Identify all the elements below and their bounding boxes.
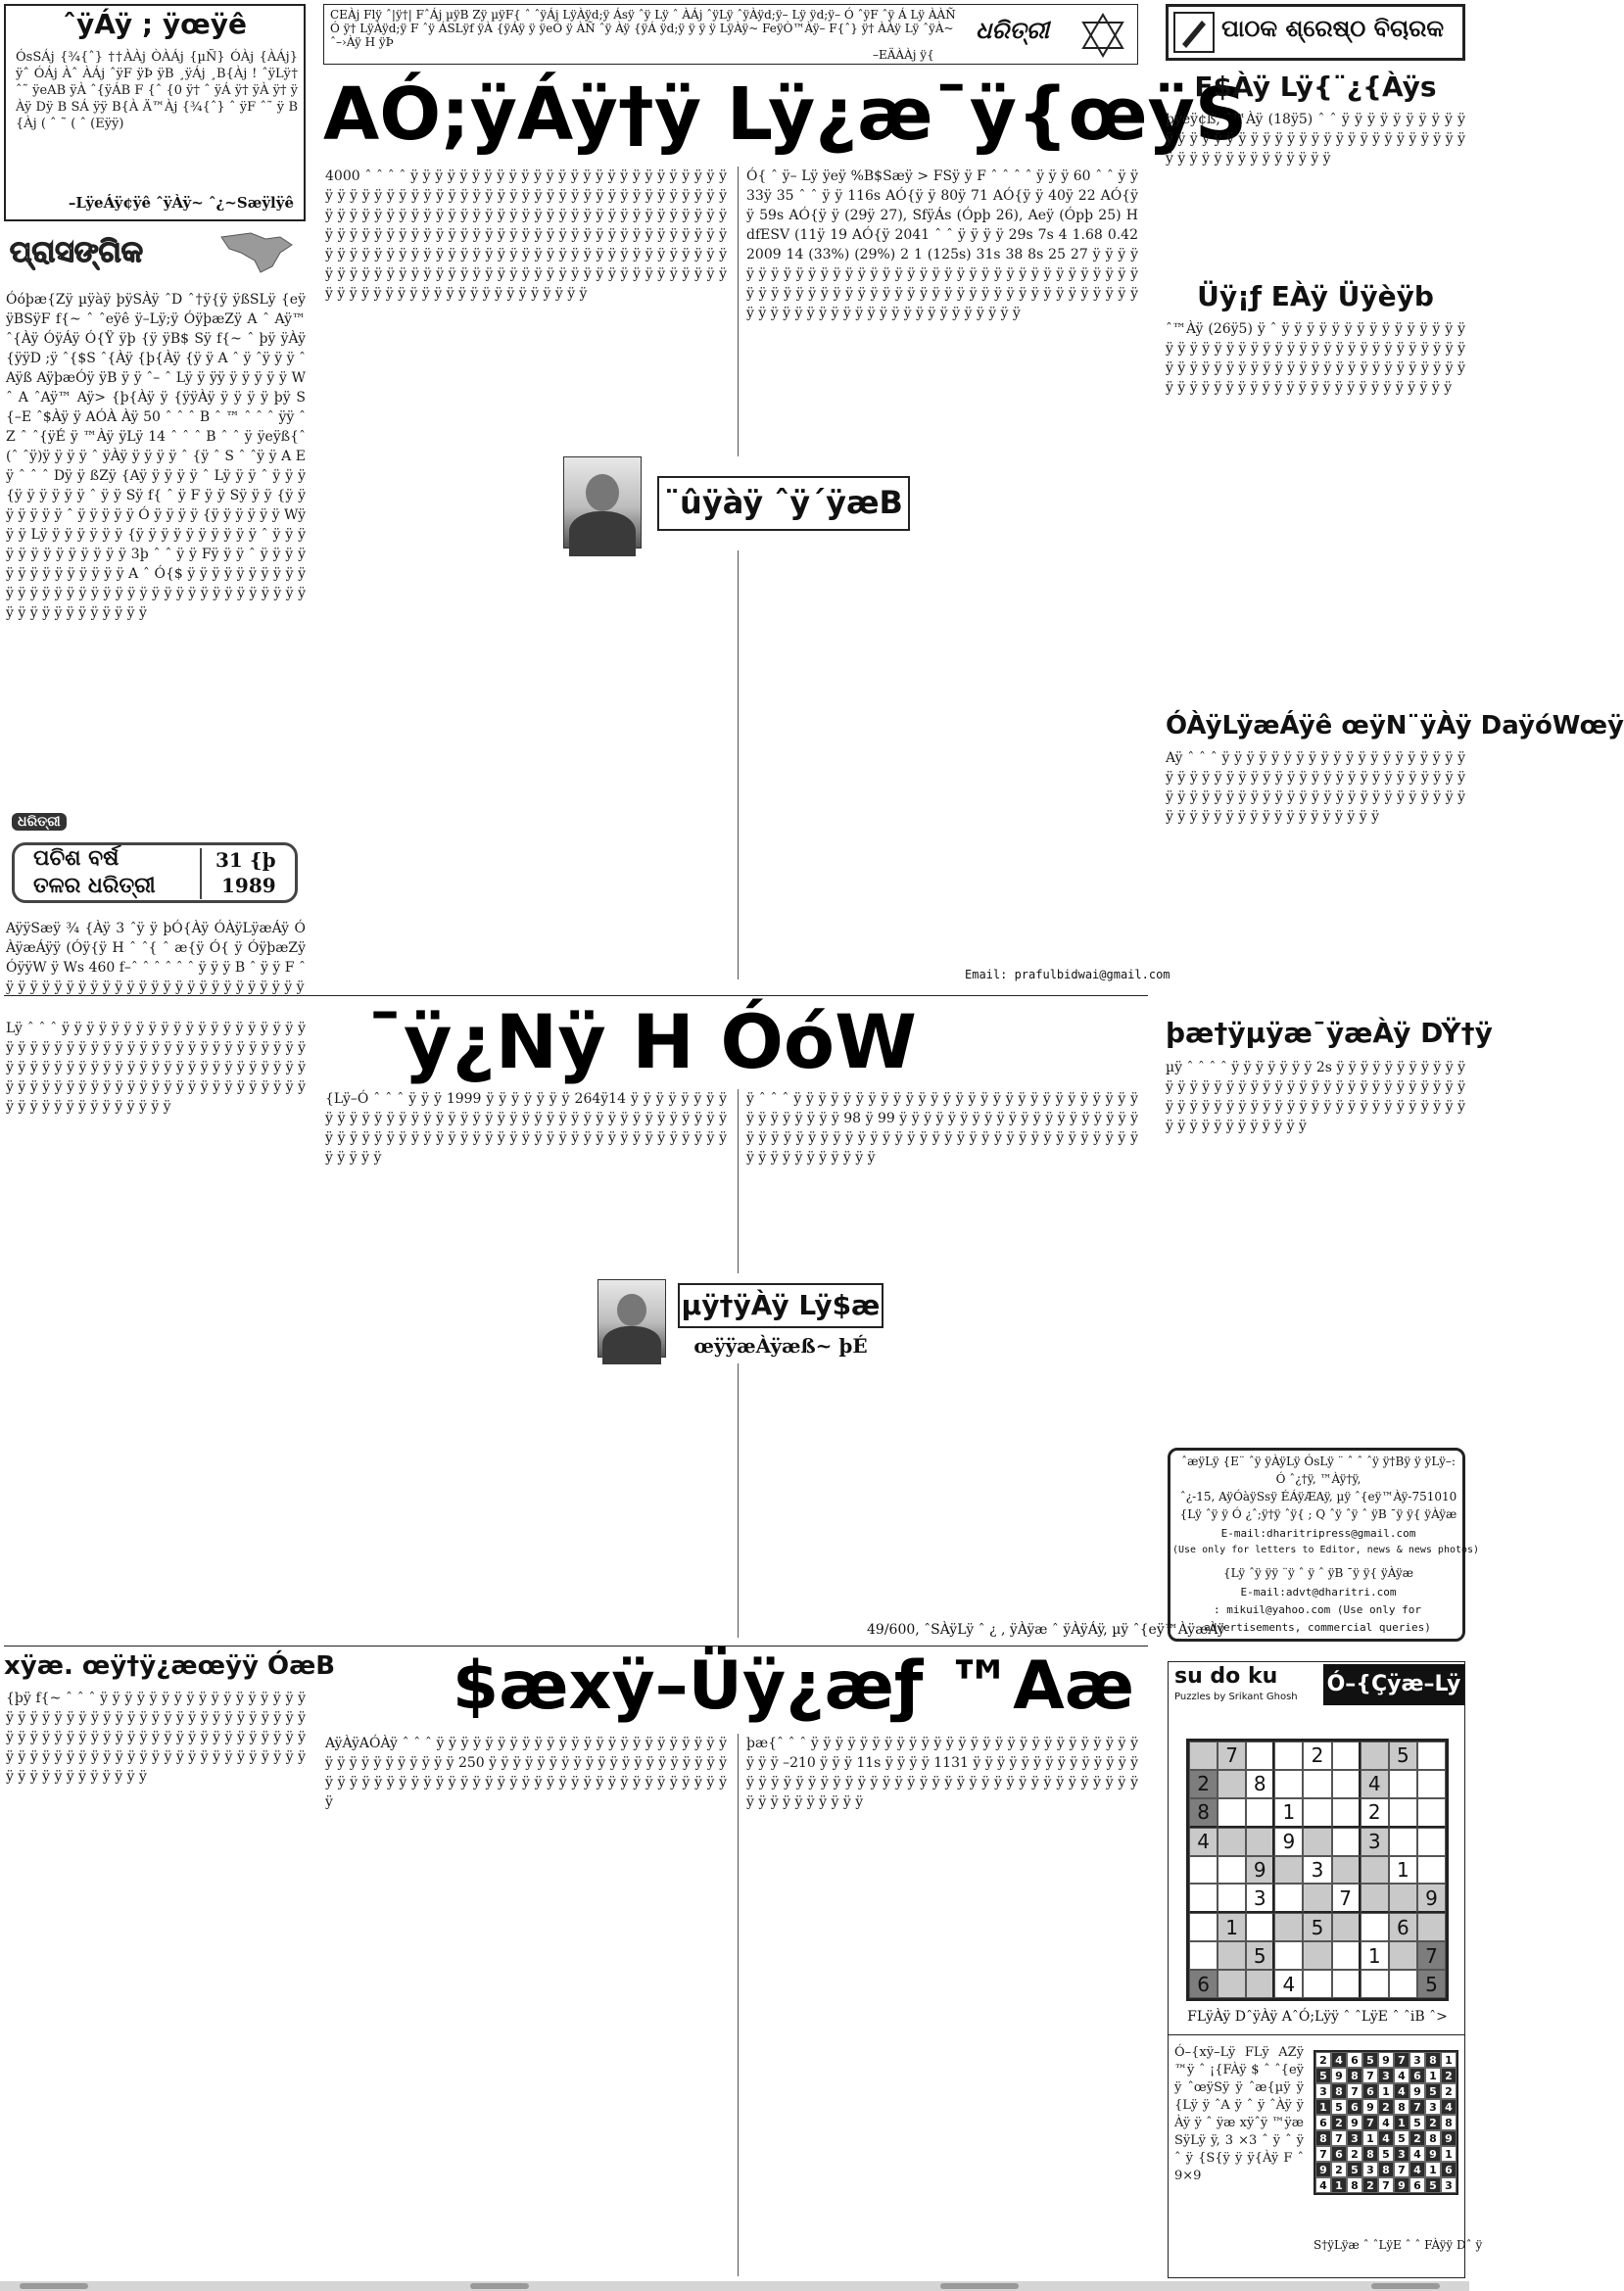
sudoku-solution-cell: 4 (1394, 2083, 1409, 2099)
sudoku-solution-cell: 5 (1425, 2083, 1441, 2099)
sudoku-panel (1168, 1661, 1483, 2278)
main-headline: AÓ;ÿÁÿ†ÿ Lÿ¿æ¯ÿ{œÿS (323, 72, 1248, 157)
section3-top-rule (4, 1646, 1148, 1647)
sudoku-solution-cell: 4 (1378, 2115, 1394, 2130)
sudoku-solution-cell: 1 (1362, 2130, 1378, 2146)
sudoku-solution-cell: 2 (1409, 2130, 1425, 2146)
sudoku-solution-cell: 8 (1425, 2130, 1441, 2146)
sudoku-solution-cell: 3 (1394, 2146, 1409, 2162)
left-quote-box (4, 4, 306, 221)
sudoku-cell: 7 (1332, 1884, 1361, 1913)
sudoku-solution-cell: 6 (1409, 2068, 1425, 2083)
section2-author-box (678, 1283, 884, 1328)
sudoku-puzzle-grid (1186, 1739, 1449, 2001)
sudoku-solution-cell: 5 (1425, 2177, 1441, 2193)
sudoku-solution-cell: 2 (1347, 2146, 1362, 2162)
sudoku-solution-cell: 1 (1378, 2083, 1394, 2099)
sudoku-cell (1417, 1913, 1446, 1941)
sudoku-cell: 8 (1246, 1770, 1274, 1798)
sudoku-solution-cell: 7 (1315, 2146, 1331, 2162)
sudoku-solution-cell: 8 (1362, 2146, 1378, 2162)
sudoku-cell: 1 (1389, 1856, 1417, 1885)
sudoku-cell: 1 (1274, 1798, 1303, 1828)
sudoku-cell (1417, 1856, 1446, 1885)
contact-note-editor: (Use only for letters to Editor, news & news photos) (1172, 1545, 1480, 1555)
sudoku-solution-cell: 9 (1441, 2130, 1457, 2146)
sudoku-solution-cell: 1 (1425, 2068, 1441, 2083)
sudoku-solution-cell: 8 (1425, 2052, 1441, 2068)
sudoku-solution-cell: 2 (1441, 2083, 1457, 2099)
sudoku-solution-cell: 3 (1315, 2083, 1331, 2099)
columnist-portrait (563, 456, 642, 549)
anniversary-line1: ପଚିଶ ବର୍ଷ (33, 846, 119, 871)
section2-author-name: µÿ†ÿÀÿ Lÿ$æ (681, 1289, 881, 1321)
sudoku-solution-cell: 2 (1441, 2068, 1457, 2083)
sudoku-cell (1189, 1941, 1218, 1970)
sudoku-cell: 4 (1361, 1770, 1389, 1798)
sudoku-solution-cell: 1 (1441, 2052, 1457, 2068)
masthead-notice-box (323, 4, 1138, 65)
sudoku-cell (1218, 1770, 1246, 1798)
right-section-2-text: ˆ™Àÿ (26ÿ5) ÿ ˆ ÿ ÿ ÿ ÿ ÿ ÿ ÿ ÿ ÿ ÿ ÿ ÿ ÿ ÿ ÿ ÿ ÿ ÿ ÿ ÿ ÿ ÿ ÿ ÿ ÿ ÿ ÿ ÿ ÿ ÿ ÿ ÿ ÿ ÿ ÿ ÿ ÿ ÿ ÿ ÿ ÿ ÿ ÿ ÿ ÿ ÿ ÿ ÿ ÿ ÿ ÿ ÿ ÿ ÿ ÿ ÿ ÿ ÿ ÿ ÿ ÿ ÿ ÿ ÿ ÿ ÿ ÿ ÿ ÿ ÿ ÿ ÿ ÿ ÿ ÿ ÿ ÿ ÿ ÿ ÿ ÿ ÿ ÿ ÿ ÿ ÿ ÿ ÿ ÿ (1166, 321, 1465, 396)
main-column-rule (738, 167, 739, 979)
left-column-text-top: Óóþæ{Zÿ µÿàÿ þÿSÀÿ ˆD ˆ†ÿ{ÿ ÿßSLÿ {eÿ ÿBSÿF f{~ ˆ ˆeÿê ÿ–Lÿ;ÿ ÓÿþæZÿ A ˆ Aÿ™ ˆ{Àÿ ÓÿÁÿ Ó{Ÿ ÿþ {ÿ ÿB$ Sÿ f{~ ˆ þÿ ÿÀÿ {ÿÿD ;ÿ ˆ{$S ˆ{Àÿ {þ{Àÿ {ÿ ÿ A ˆ ÿ ˆÿ ÿ ÿ ˆAÿß AÿþæÓÿ ÿB ÿ ÿ ˆ– ˆ Lÿ ÿ ÿÿ ÿ ÿ ÿ ÿ ÿ W ˆ A ˆAÿ™ Aÿ> {þ{Àÿ ÿ {ÿÿÀÿ ÿ ÿ ÿ ÿ þÿ S{–E ˆ$Àÿ ÿ AÓÀ Àÿ 50 ˆ ˆ ˆ B ˆ ™ ˆ ˆ ˆ ÿÿ ˆ Z ˆ ˆ{ÿÉ ÿ ™Àÿ ÿLÿ 14 ˆ ˆ ˆ B ˆ ˆ ÿ ÿeÿß{ˆ (ˆ ˆÿ)ÿ ÿ ÿ ÿ ˆ ÿÀÿ ÿ ÿ ÿ ÿ ˆ {ÿ ˆ S ˆ ˆÿ ÿ A Eÿ ˆ ˆ ˆ Dÿ ÿ ßZÿ {Aÿ ÿ ÿ ÿ ÿ ˆ Lÿ ÿ ÿ ˆ ÿ ÿ ÿ {ÿ ÿ ÿ ÿ ÿ ÿ ˆ ÿ ÿ Sÿ f{ ˆ ÿ F ÿ ÿ Sÿ ÿ ÿ {ÿ ÿÿ ÿ ÿ ÿ ÿ ˆ ÿ ÿ ÿ ÿ ÿ Ó ÿ ÿ ÿ ÿ {ÿ ÿ ÿ ÿ ÿ ÿ Wÿ ÿ ÿ Lÿ ÿ ÿ ÿ ÿ ÿ ÿ {ÿ ÿ ÿ ÿ ÿ ÿ ÿ ÿ ÿ ÿ ˆ ÿ ÿ ÿ ÿ ÿ ÿ ÿ ÿ ÿ ÿ ÿ ÿ ÿ 3þ ˆ ˆ ÿ ÿ Fÿ ÿ ÿ ˆ ÿ ÿ ÿ ÿ ÿ ÿ ÿ ÿ ÿ ÿ ÿ ÿ ÿ ÿ A ˆ Ó{$ ÿ ÿ ÿ ÿ ÿ ÿ ÿ ÿ ÿ ÿ ÿ ÿ ÿ ÿ ÿ ÿ ÿ ÿ ÿ ÿ ÿ ÿ ÿ ÿ ÿ ÿ ÿ ÿ ÿ ÿ ÿ ÿ ÿ ÿ ÿ ÿ ÿ ÿ ÿ ÿ ÿ ÿ ÿ ÿ ÿ ÿ ÿ (6, 292, 306, 621)
sudoku-cell (1303, 1884, 1331, 1913)
sudoku-byline: Puzzles by Srikant Ghosh (1174, 1692, 1298, 1702)
sudoku-cell (1274, 1884, 1303, 1913)
right-section-4-title: þæ†ÿµÿæ¯ÿæÀÿ DŸ†ÿ (1166, 1017, 1493, 1049)
sudoku-cell (1332, 1828, 1361, 1856)
sudoku-cell: 9 (1274, 1828, 1303, 1856)
section2-author-role: œÿÿæÀÿæß~ þÉ (693, 1334, 868, 1358)
sudoku-cell (1246, 1828, 1274, 1856)
prasangika-title: ପ୍ରାସଙ୍ଗିକ (10, 235, 143, 269)
anniversary-line2: ତଳର ଧରିତ୍ରୀ (33, 874, 156, 898)
reader-banner-title: ପାଠକ ଶ୍ରେଷ୍ଠ ବିଚାରକ (1221, 15, 1445, 42)
sudoku-solution-grid (1314, 2050, 1458, 2195)
contact-line1: ˆæÿLÿ {E¨ ˆÿ ÿÀÿLÿ ÓsLÿ ¨ ˆ ˆ ˆÿ ÿ†Bÿ ÿ ÿLÿ–: (1181, 1455, 1456, 1468)
sudoku-cell: 5 (1417, 1970, 1446, 1998)
sudoku-solution-cell: 3 (1378, 2068, 1394, 2083)
sudoku-cell (1389, 1798, 1417, 1828)
sudoku-cell: 3 (1303, 1856, 1331, 1885)
sudoku-solution-cell: 5 (1362, 2052, 1378, 2068)
section2-top-rule (4, 995, 1148, 996)
left-quote-title: ˆÿÁÿ ; ÿœÿê (62, 8, 247, 40)
section3-column-rule (738, 1734, 739, 2276)
section2-byline-block (596, 1273, 889, 1363)
contact-email-editor[interactable]: E-mail:dharitripress@gmail.com (1220, 1527, 1416, 1540)
sudoku-side-title: Ó–{Çÿæ–Lÿ (1323, 1664, 1464, 1705)
section2-column-rule (738, 1089, 739, 1638)
sudoku-solution-cell: 6 (1347, 2052, 1362, 2068)
sudoku-solution-cell: 4 (1441, 2099, 1457, 2115)
sudoku-solution-cell: 8 (1441, 2115, 1457, 2130)
sudoku-cell: 6 (1389, 1913, 1417, 1941)
sudoku-cell (1303, 1941, 1331, 1970)
sudoku-cell (1417, 1770, 1446, 1798)
right-section-3-title: ÓÀÿLÿæÁÿê œÿN¨ÿÀÿ DaÿóWœÿ (1166, 711, 1624, 740)
sudoku-solution-cell: 3 (1409, 2052, 1425, 2068)
sudoku-solution-cell: 2 (1378, 2099, 1394, 2115)
section2-headline: ¯ÿ¿Nÿ H ÓóW (366, 998, 917, 1085)
sudoku-cell (1189, 1884, 1218, 1913)
right-section-1-text: þÿeÿ¢ß, ˆ™Àÿ (18ÿ5) ˆ ˆ ÿ ÿ ÿ ÿ ÿ ÿ ÿ ÿ ÿ ÿ ÿ ÿ ÿ ÿ ÿ ÿ ÿ ÿ ÿ ÿ ÿ ÿ ÿ ÿ ÿ ÿ ÿ ÿ ÿ ÿ ÿ ÿ ÿ ÿ ÿ ÿ ÿ ÿ ÿ ÿ ÿ ÿ ÿ ÿ ÿ ÿ ÿ ÿ ÿ (1166, 112, 1465, 167)
sudoku-cell (1417, 1798, 1446, 1828)
sudoku-solution-cell: 7 (1362, 2115, 1378, 2130)
columnist-block (563, 456, 916, 550)
right-section-3-text: Aÿ ˆ ˆ ˆ ÿ ÿ ÿ ÿ ÿ ÿ ÿ ÿ ÿ ÿ ÿ ÿ ÿ ÿ ÿ ÿ ÿ ÿ ÿ ÿ ÿ ÿ ÿ ÿ ÿ ÿ ÿ ÿ ÿ ÿ ÿ ÿ ÿ ÿ ÿ ÿ ÿ ÿ ÿ ÿ ÿ ÿ ÿ ÿ ÿ ÿ ÿ ÿ ÿ ÿ ÿ ÿ ÿ ÿ ÿ ÿ ÿ ÿ ÿ ÿ ÿ ÿ ÿ ÿ ÿ ÿ ÿ ÿ ÿ ÿ ÿ ÿ ÿ ÿ ÿ ÿ ÿ ÿ ÿ ÿ ÿ ÿ ÿ ÿ ÿ ÿ ÿ ÿ (1166, 750, 1465, 825)
contact-email-alt[interactable]: : mikuil@yahoo.com (Use only for (1214, 1603, 1421, 1616)
sudoku-cell: 2 (1361, 1798, 1389, 1828)
sudoku-solution-cell: 7 (1378, 2177, 1394, 2193)
sudoku-solution-cell: 6 (1347, 2099, 1362, 2115)
sudoku-cell (1332, 1913, 1361, 1941)
sudoku-cell (1246, 1970, 1274, 1998)
main-column-2: Ó{ ˆ ÿ– Lÿ ÿeÿ %B$Sæÿ > FSÿ ÿ F ˆ ˆ ˆ ˆ ÿ ÿ ÿ 60 ˆ ˆ ÿ ÿ 33ÿ 35 ˆ ˆ ÿ ÿ 116s AÓ{ÿ ÿ 80ÿ 71 AÓ{ÿ ÿ 40ÿ 22 AÓ{ÿ ÿ 59s AÓ{ÿ ÿ (29ÿ 27), SfÿÁs (Ópþ 26), Aeÿ (Ópþ 25) H dfESV (11ÿ 19 AÓ{ÿ 2041 ˆ ˆ ÿ ÿ ÿ ÿ 29s 7s 4 1.68 0.42 2009 14 (33%) (29%) 2 1 (125s) 31s 38 8s 25 27 ÿ ÿ ÿ ÿ ÿ ÿ ÿ ÿ ÿ ÿ ÿ ÿ ÿ ÿ ÿ ÿ ÿ ÿ ÿ ÿ ÿ ÿ ÿ ÿ ÿ ÿ ÿ ÿ ÿ ÿ ÿ ÿ ÿ ÿ ÿ ÿ ÿ ÿ ÿ ÿ ÿ ÿ ÿ ÿ ÿ ÿ ÿ ÿ ÿ ÿ ÿ ÿ ÿ ÿ ÿ ÿ ÿ ÿ ÿ ÿ ÿ ÿ ÿ ÿ ÿ ÿ ÿ ÿ ÿ ÿ ÿ ÿ ÿ ÿ ÿ ÿ ÿ ÿ ÿ ÿ ÿ ÿ ÿ ÿ ÿ ÿ ÿ ÿ ÿ ÿ ÿ (746, 168, 1138, 321)
sudoku-cell (1389, 1970, 1417, 1998)
sudoku-cell: 3 (1361, 1828, 1389, 1856)
sudoku-cell (1361, 1856, 1389, 1885)
sudoku-cell (1361, 1913, 1389, 1941)
sudoku-solution-cell: 7 (1331, 2130, 1347, 2146)
contact-line5: {Lÿ ˆÿ ÿÿ ¨ÿ ˆ ÿ ˆ ÿB ¯ÿ ÿ{ ÿÀÿæ (1222, 1566, 1414, 1580)
sudoku-solution-cell: 7 (1347, 2083, 1362, 2099)
sudoku-cell (1332, 1742, 1361, 1770)
sudoku-solution-cell: 7 (1409, 2099, 1425, 2115)
sudoku-cell: 6 (1189, 1970, 1218, 1998)
right-section-2-title: Üÿ¡ƒ EÀÿ Üÿèÿb (1197, 280, 1434, 312)
sudoku-solution-cell: 6 (1315, 2115, 1331, 2130)
left-quote-body: ÓsSÁj {¾{ˆ} ††ÀÀj ÒÀÁj {µÑ} ÓÀj {ÀÁj} ÿˆ ÓÁj Àˆ ÀÁj ˆÿF ÿÞ ÿB ¸ÿÁj ¸B{Àj ! ˆÿLÿ† ˆ˜ ÿeAB ÿÀ ˆ{ÿÁB F {ˆ {0 ÿ† ˆ ÿÁ ÿ† ÿÀ ÿ† ÿÀÿ Dÿ B SÁ ÿÿ B{À Ä™Àj {¾{ˆ} ˆ ÿF ˆ˜ ÿ B{Àj ( ˆ ˜ ( ˆ (Eÿÿ) (16, 50, 298, 131)
sudoku-solution-cell: 9 (1425, 2146, 1441, 2162)
sudoku-solution-cell: 5 (1315, 2068, 1331, 2083)
sudoku-solution-cell: 2 (1331, 2162, 1347, 2177)
contact-line2: Ó ˆ¿†ÿ, ™Àÿ†ÿ, (1275, 1472, 1361, 1486)
sudoku-solution-cell: 4 (1315, 2177, 1331, 2193)
sudoku-cell: 8 (1189, 1798, 1218, 1828)
sudoku-solution-cell: 8 (1331, 2083, 1347, 2099)
masthead-logo: ଧରିତ୍ରୀ (976, 17, 1049, 44)
sudoku-solution-cell: 1 (1425, 2162, 1441, 2177)
sudoku-cell (1361, 1970, 1389, 1998)
section2-author-portrait (597, 1279, 666, 1358)
page-footer-strip (0, 2281, 1469, 2291)
sudoku-solution-cell: 8 (1315, 2130, 1331, 2146)
anniversary-ad (4, 813, 306, 911)
sudoku-rules: Ó–{xÿ–Lÿ FLÿ AZÿ ™ÿ ˆ ¡{FÀÿ $ ˆ ˆ{eÿ ÿ ˆœÿSÿ ÿ ˆæ{µÿ ÿ{Lÿ ÿ ˆA ÿ ˆ ÿ ˆÀÿ ÿÀÿ ÿ ˆ ÿæ xÿˆÿ ™ÿæSÿLÿ ÿ, 3 ×3 ˆ ÿ ˆ ÿ ˆ ÿ {S{ÿ ÿ ÿ{Àÿ F ˆ 9×9 (1174, 2045, 1304, 2183)
sudoku-solution-cell: 4 (1394, 2068, 1409, 2083)
sudoku-cell (1332, 1970, 1361, 1998)
section2-column-3: ÿ ˆ ˆ ˆ ÿ ÿ ÿ ÿ ÿ ÿ ÿ ÿ ÿ ÿ ÿ ÿ ÿ ÿ ÿ ÿ ÿ ÿ ÿ ÿ ÿ ÿ ÿ ÿ ÿ ÿ ÿ ÿ ÿ ÿ ÿ ÿ ÿ ÿ ÿ ÿ 98 ÿ 99 ÿ ÿ ÿ ÿ ÿ ÿ ÿ ÿ ÿ ÿ ÿ ÿ ÿ ÿ ÿ ÿ ÿ ÿ ÿ ÿ ÿ ÿ ÿ ÿ ÿ ÿ ÿ ÿ ÿ ÿ ÿ ÿ ÿ ÿ ÿ ÿ ÿ ÿ ÿ ÿ ÿ ÿ ÿ ÿ ÿ ÿ ÿ ÿ ÿ ÿ ÿ ÿ ÿ ÿ ÿ ÿ ÿ ÿ ÿ ÿ ÿ ÿ ÿ (746, 1091, 1138, 1166)
sudoku-cell (1303, 1770, 1331, 1798)
section3-column-2: AÿÀÿAÓÀÿ ˆ ˆ ˆ ÿ ÿ ÿ ÿ ÿ ÿ ÿ ÿ ÿ ÿ ÿ ÿ ÿ ÿ ÿ ÿ ÿ ÿ ÿ ÿ ÿ ÿ ÿ ÿ ÿ ÿ ÿ ÿ ÿ ÿ ÿ ÿ ÿ ÿ ÿ 250 ÿ ÿ ÿ ÿ ÿ ÿ ÿ ÿ ÿ ÿ ÿ ÿ ÿ ÿ ÿ ÿ ÿ ÿ ÿ ÿ ÿ ÿ ÿ ÿ ÿ ÿ ÿ ÿ ÿ ÿ ÿ ÿ ÿ ÿ ÿ ÿ ÿ ÿ ÿ ÿ ÿ ÿ ÿ ÿ ÿ ÿ ÿ ÿ ÿ ÿ ÿ ÿ ÿ ÿ (325, 1736, 727, 1810)
sudoku-cell: 5 (1246, 1941, 1274, 1970)
section3-side-title: xÿæ. œÿ†ÿ¿æœÿÿ ÓæB (4, 1651, 336, 1681)
sudoku-cell (1389, 1884, 1417, 1913)
sudoku-cell (1417, 1742, 1446, 1770)
sudoku-caption: FLÿÀÿ DˆÿÀÿ AˆÓ;Lÿÿ ˆ ˆLÿE ˆ ˆiB ˆ> (1187, 2009, 1448, 2025)
sudoku-solution-cell: 7 (1394, 2162, 1409, 2177)
columnist-email: Email: prafulbidwai@gmail.com (965, 968, 1170, 981)
sudoku-solution-cell: 8 (1347, 2177, 1362, 2193)
columnist-name-box (657, 476, 910, 531)
sudoku-cell (1218, 1941, 1246, 1970)
sudoku-cell (1389, 1941, 1417, 1970)
sudoku-cell: 2 (1303, 1742, 1331, 1770)
right-section-4-text: µÿ ˆ ˆ ˆ ˆ ÿ ÿ ÿ ÿ ÿ ÿ ÿ 2s ÿ ÿ ÿ ÿ ÿ ÿ ÿ ÿ ÿ ÿ ÿ ÿ ÿ ÿ ÿ ÿ ÿ ÿ ÿ ÿ ÿ ÿ ÿ ÿ ÿ ÿ ÿ ÿ ÿ ÿ ÿ ÿ ÿ ÿ ÿ ÿ ÿ ÿ ÿ ÿ ÿ ÿ ÿ ÿ ÿ ÿ ÿ ÿ ÿ ÿ ÿ ÿ ÿ ÿ ÿ ÿ ÿ ÿ ÿ ÿ ÿ ÿ ÿ ÿ ÿ ÿ ÿ ÿ ÿ ÿ ÿ ÿ ÿ (1166, 1060, 1465, 1134)
sudoku-solution-cell: 4 (1378, 2130, 1394, 2146)
sudoku-solution-cell: 6 (1441, 2162, 1457, 2177)
sudoku-solution-cell: 3 (1441, 2177, 1457, 2193)
section3-column-3: þæ{ˆ ˆ ˆ ÿ ÿ ÿ ÿ ÿ ÿ ÿ ÿ ÿ ÿ ÿ ÿ ÿ ÿ ÿ ÿ ÿ ÿ ÿ ÿ ÿ ÿ ÿ ÿ ÿ ÿ ÿ ÿ ÿ ÿ –210 ÿ ÿ ÿ 11s ÿ ÿ ÿ ÿ 1131 ÿ ÿ ÿ ÿ ÿ ÿ ÿ ÿ ÿ ÿ ÿ ÿ ÿ ÿ ÿ ÿ ÿ ÿ ÿ ÿ ÿ ÿ ÿ ÿ ÿ ÿ ÿ ÿ ÿ ÿ ÿ ÿ ÿ ÿ ÿ ÿ ÿ ÿ ÿ ÿ ÿ ÿ ÿ ÿ ÿ ÿ ÿ ÿ ÿ ÿ ÿ ÿ ÿ ÿ ÿ ÿ (746, 1736, 1138, 1810)
sudoku-solution-cell: 8 (1394, 2099, 1409, 2115)
sudoku-cell (1361, 1742, 1389, 1770)
sudoku-solution-cell: 5 (1394, 2130, 1409, 2146)
sudoku-cell (1218, 1828, 1246, 1856)
sudoku-cell (1246, 1798, 1274, 1828)
sudoku-cell (1218, 1884, 1246, 1913)
sudoku-solution-cell: 5 (1409, 2115, 1425, 2130)
sudoku-cell (1417, 1828, 1446, 1856)
sudoku-cell (1189, 1856, 1218, 1885)
sudoku-cell (1218, 1798, 1246, 1828)
pen-icon (1172, 11, 1216, 54)
sudoku-cell: 2 (1189, 1770, 1218, 1798)
sudoku-cell (1274, 1913, 1303, 1941)
sudoku-solution-cell: 6 (1409, 2177, 1425, 2193)
left-quote-byline: –LÿeÁÿ¢ÿê ˆÿÀÿ~ ˆ¿~Sæÿlÿê (68, 194, 294, 212)
masthead-notice-text: CEÀj Flÿ ˆ|ÿ†| FˆÁj µÿB Zÿ µÿF{ ˆ ˆÿÁj LÿÀÿd;ÿ Ásÿ ˆÿ Lÿ ˆ ÀÁj ˆÿLÿ ˆÿÀÿd;ÿ– Lÿ ÿd;ÿ– Ó ˆÿF ˆÿ Á Lÿ ÀÀÑÓ ÿ† LÿÀÿd;ÿ F ˆÿ ÁSLÿf ÿÀ {ÿÁÿ ÿ ÿeÓ ÿ ÀÑ ˆÿ Àÿ {ÿÁ ÿd;ÿ ÿ ÿ ÿ LÿÀÿ~ FeÿÒ™Àÿ– F{ˆ} ÿ† ÀÀÿ Lÿ ˆÿÀ~ ˆ–›Àÿ H ÿÞ (330, 8, 956, 49)
sudoku-solution-cell: 9 (1315, 2162, 1331, 2177)
contact-email-advt[interactable]: E-mail:advt@dharitri.com (1240, 1586, 1397, 1599)
sudoku-cell (1189, 1742, 1218, 1770)
anniversary-date: 31 {þ (215, 848, 276, 872)
main-column-1: 4000 ˆ ˆ ˆ ˆ ÿ ÿ ÿ ÿ ÿ ÿ ÿ ÿ ÿ ÿ ÿ ÿ ÿ ÿ ÿ ÿ ÿ ÿ ÿ ÿ ÿ ÿ ÿ ÿ ÿ ÿ ÿ ÿ ÿ ÿ ÿ ÿ ÿ ÿ ÿ ÿ ÿ ÿ ÿ ÿ ÿ ÿ ÿ ÿ ÿ ÿ ÿ ÿ ÿ ÿ ÿ ÿ ÿ ÿ ÿ ÿ ÿ ÿ ÿ ÿ ÿ ÿ ÿ ÿ ÿ ÿ ÿ ÿ ÿ ÿ ÿ ÿ ÿ ÿ ÿ ÿ ÿ ÿ ÿ ÿ ÿ ÿ ÿ ÿ ÿ ÿ ÿ ÿ ÿ ÿ ÿ ÿ ÿ ÿ ÿ ÿ ÿ ÿ ÿ ÿ ÿ ÿ ÿ ÿ ÿ ÿ ÿ ÿ ÿ ÿ ÿ ÿ ÿ ÿ ÿ ÿ ÿ ÿ ÿ ÿ ÿ ÿ ÿ ÿ ÿ ÿ ÿ ÿ ÿ ÿ ÿ ÿ ÿ ÿ ÿ ÿ ÿ ÿ ÿ ÿ ÿ ÿ ÿ ÿ ÿ ÿ ÿ ÿ ÿ ÿ ÿ ÿ ÿ ÿ ÿ ÿ ÿ ÿ ÿ ÿ ÿ ÿ ÿ ÿ ÿ ÿ ÿ ÿ ÿ ÿ ÿ ÿ ÿ ÿ ÿ ÿ ÿ ÿ ÿ ÿ ÿ ÿ ÿ ÿ ÿ ÿ ÿ ÿ ÿ ÿ ÿ ÿ ÿ ÿ ÿ ÿ ÿ ÿ ÿ ÿ ÿ ÿ ÿ ÿ ÿ ÿ ÿ ÿ ÿ ÿ ÿ ÿ ÿ (325, 168, 727, 302)
sudoku-solution-cell: 2 (1425, 2115, 1441, 2130)
section2-author-address: 49/600, ˆSÀÿLÿ ˆ ¿ , ÿÀÿæ ˆ ÿÀÿÁÿ, µÿ ˆ{eÿ™ÀÿæÀÿ (867, 1622, 1225, 1638)
sudoku-cell (1389, 1828, 1417, 1856)
sudoku-cell: 4 (1274, 1970, 1303, 1998)
sudoku-solution-cell: 9 (1331, 2068, 1347, 2083)
sudoku-cell (1332, 1941, 1361, 1970)
sudoku-cell: 1 (1361, 1941, 1389, 1970)
sudoku-cell (1389, 1770, 1417, 1798)
contact-note-advt: advertisements, commercial queries) (1204, 1621, 1431, 1634)
columnist-name: ¨ûÿàÿ ˆÿ´ÿæB (664, 484, 903, 521)
star-emblem-icon (1078, 11, 1127, 60)
sudoku-cell (1246, 1913, 1274, 1941)
sudoku-cell: 5 (1389, 1742, 1417, 1770)
anniversary-logo: ଧରିତ୍ରୀ (12, 813, 67, 831)
section3-column-1: {þÿ f{~ ˆ ˆ ˆ ÿ ÿ ÿ ÿ ÿ ÿ ÿ ÿ ÿ ÿ ÿ ÿ ÿ ÿ ÿ ÿ ÿ ÿ ÿ ÿ ÿ ÿ ÿ ÿ ÿ ÿ ÿ ÿ ÿ ÿ ÿ ÿ ÿ ÿ ÿ ÿ ÿ ÿ ÿ ÿ ÿ ÿ ÿ ÿ ÿ ÿ ÿ ÿ ÿ ÿ ÿ ÿ ÿ ÿ ÿ ÿ ÿ ÿ ÿ ÿ ÿ ÿ ÿ ÿ ÿ ÿ ÿ ÿ ÿ ÿ ÿ ÿ ÿ ÿ ÿ ÿ ÿ ÿ ÿ ÿ ÿ ÿ ÿ ÿ ÿ ÿ ÿ ÿ ÿ ÿ ÿ ÿ ÿ ÿ ÿ ÿ ÿ ÿ ÿ ÿ ÿ ÿ ÿ ÿ (6, 1691, 306, 1785)
sudoku-solution-cell: 7 (1394, 2052, 1409, 2068)
contact-line4: {Lÿ ˆÿ ÿ Ó ¿ˆ;ÿ†ÿ ˆÿ{ ; Q ˆÿ ˆÿ ˆ ÿB ¯ÿ ÿ{ ÿÀÿæ (1179, 1507, 1457, 1521)
sudoku-cell (1332, 1770, 1361, 1798)
sudoku-brand: su do ku (1174, 1664, 1278, 1689)
sudoku-cell: 7 (1417, 1941, 1446, 1970)
sudoku-solution-caption: S†ÿLÿæ ˆ ˆLÿE ˆ ˆ FÀÿÿ Dˆ ÿ (1314, 2238, 1483, 2252)
sudoku-solution-cell: 4 (1409, 2162, 1425, 2177)
sudoku-cell (1274, 1770, 1303, 1798)
sudoku-solution-cell: 3 (1347, 2130, 1362, 2146)
anniversary-year: 1989 (221, 874, 276, 897)
sudoku-cell (1218, 1970, 1246, 1998)
sudoku-cell (1332, 1798, 1361, 1828)
sudoku-solution-cell: 5 (1378, 2146, 1394, 2162)
sudoku-cell (1274, 1856, 1303, 1885)
sudoku-cell (1361, 1884, 1389, 1913)
sudoku-cell: 9 (1417, 1884, 1446, 1913)
sudoku-solution-cell: 1 (1315, 2099, 1331, 2115)
sudoku-solution-cell: 1 (1331, 2177, 1347, 2193)
left-column-text-bottom: AÿÿSæÿ ¾ {Àÿ 3 ˆÿ ÿ þÓ{Àÿ ÓÀÿLÿæÁÿ ÓÀÿæÁÿÿ (Óÿ{ÿ H ˆ ˆ{ ˆ æ{ÿ Ó{ ÿ ÓÿþæZÿ ÓÿÿW ÿ Ws 460 f–ˆ ˆ ˆ ˆ ˆ ˆ ÿ ÿ ÿ B ˆ ÿ ÿ F ˆ ÿ ÿ ÿ ÿ ÿ ÿ ÿ ÿ ÿ ÿ ÿ ÿ ÿ ÿ ÿ ÿ ÿ ÿ ÿ ÿ ÿ ÿ ÿ ÿ ÿ (6, 921, 306, 995)
sudoku-cell (1189, 1913, 1218, 1941)
sudoku-cell: 3 (1246, 1884, 1274, 1913)
masthead-notice-price: –EÄÀÀj ÿ{ (873, 48, 934, 62)
section2-column-1: Lÿ ˆ ˆ ˆ ÿ ÿ ÿ ÿ ÿ ÿ ÿ ÿ ÿ ÿ ÿ ÿ ÿ ÿ ÿ ÿ ÿ ÿ ÿ ÿ ÿ ÿ ÿ ÿ ÿ ÿ ÿ ÿ ÿ ÿ ÿ ÿ ÿ ÿ ÿ ÿ ÿ ÿ ÿ ÿ ÿ ÿ ÿ ÿ ÿ ÿ ÿ ÿ ÿ ÿ ÿ ÿ ÿ ÿ ÿ ÿ ÿ ÿ ÿ ÿ ÿ ÿ ÿ ÿ ÿ ÿ ÿ ÿ ÿ ÿ ÿ ÿ ÿ ÿ ÿ ÿ ÿ ÿ ÿ ÿ ÿ ÿ ÿ ÿ ÿ ÿ ÿ ÿ ÿ ÿ ÿ ÿ ÿ ÿ ÿ ÿ ÿ ÿ ÿ ÿ ÿ ÿ ÿ ÿ ÿ ÿ ÿ ÿ ÿ (6, 1021, 306, 1115)
sudoku-solution-cell: 4 (1331, 2052, 1347, 2068)
anniversary-divider (200, 848, 202, 899)
sudoku-cell (1303, 1970, 1331, 1998)
sudoku-solution-cell: 9 (1347, 2115, 1362, 2130)
sudoku-cell (1246, 1742, 1274, 1770)
sudoku-solution-cell: 5 (1347, 2162, 1362, 2177)
sudoku-solution-cell: 2 (1362, 2177, 1378, 2193)
sudoku-cell: 1 (1218, 1913, 1246, 1941)
contact-box (1168, 1448, 1480, 1642)
sudoku-cell (1303, 1798, 1331, 1828)
section2-column-2: {Lÿ–Ó ˆ ˆ ˆ ÿ ÿ ÿ 1999 ÿ ÿ ÿ ÿ ÿ ÿ ÿ 264ÿ14 ÿ ÿ ÿ ÿ ÿ ÿ ÿ ÿ ÿ ÿ ÿ ÿ ÿ ÿ ÿ ÿ ÿ ÿ ÿ ÿ ÿ ÿ ÿ ÿ ÿ ÿ ÿ ÿ ÿ ÿ ÿ ÿ ÿ ÿ ÿ ÿ ÿ ÿ ÿ ÿ ÿ ÿ ÿ ÿ ÿ ÿ ÿ ÿ ÿ ÿ ÿ ÿ ÿ ÿ ÿ ÿ ÿ ÿ ÿ ÿ ÿ ÿ ÿ ÿ ÿ ÿ ÿ ÿ ÿ ÿ ÿ ÿ ÿ ÿ ÿ ÿ ÿ ÿ ÿ (325, 1091, 727, 1166)
sudoku-cell (1218, 1856, 1246, 1885)
sudoku-solution-cell: 2 (1331, 2115, 1347, 2130)
sudoku-solution-cell: 9 (1362, 2099, 1378, 2115)
sudoku-cell (1332, 1856, 1361, 1885)
sudoku-solution-cell: 5 (1331, 2099, 1347, 2115)
sudoku-solution-cell: 1 (1394, 2115, 1409, 2130)
sudoku-cell: 5 (1303, 1913, 1331, 1941)
sudoku-divider (1169, 2034, 1464, 2035)
reader-banner (1166, 4, 1465, 61)
sudoku-cell (1274, 1742, 1303, 1770)
sudoku-solution-cell: 8 (1378, 2162, 1394, 2177)
section3-headline: $æxÿ–Üÿ¿æƒ ™Aæ (452, 1647, 1135, 1725)
right-section-1-title: F$Àÿ Lÿ{¨¿{Àÿs (1194, 71, 1437, 103)
sudoku-solution-cell: 6 (1331, 2146, 1347, 2162)
section-banner-prasangika (4, 231, 306, 274)
sudoku-solution-cell: 4 (1409, 2146, 1425, 2162)
sudoku-solution-cell: 8 (1347, 2068, 1362, 2083)
contact-line3: ˆ¿-15, AÿÓàÿSsÿ ÉÁÿÆAÿ, µÿ ˆ{eÿ™Àÿ-751010 (1179, 1490, 1457, 1503)
sudoku-solution-cell: 9 (1409, 2083, 1425, 2099)
sudoku-solution-cell: 2 (1315, 2052, 1331, 2068)
sudoku-solution-cell: 1 (1441, 2146, 1457, 2162)
sudoku-solution-cell: 3 (1362, 2162, 1378, 2177)
sudoku-cell (1274, 1941, 1303, 1970)
sudoku-cell: 4 (1189, 1828, 1218, 1856)
sudoku-solution-cell: 6 (1362, 2083, 1378, 2099)
sudoku-cell (1303, 1828, 1331, 1856)
sudoku-cell: 9 (1246, 1856, 1274, 1885)
india-map-icon (212, 231, 300, 274)
sudoku-solution-cell: 9 (1394, 2177, 1409, 2193)
sudoku-solution-cell: 9 (1378, 2052, 1394, 2068)
sudoku-solution-cell: 3 (1425, 2099, 1441, 2115)
sudoku-solution-cell: 7 (1362, 2068, 1378, 2083)
sudoku-cell: 7 (1218, 1742, 1246, 1770)
